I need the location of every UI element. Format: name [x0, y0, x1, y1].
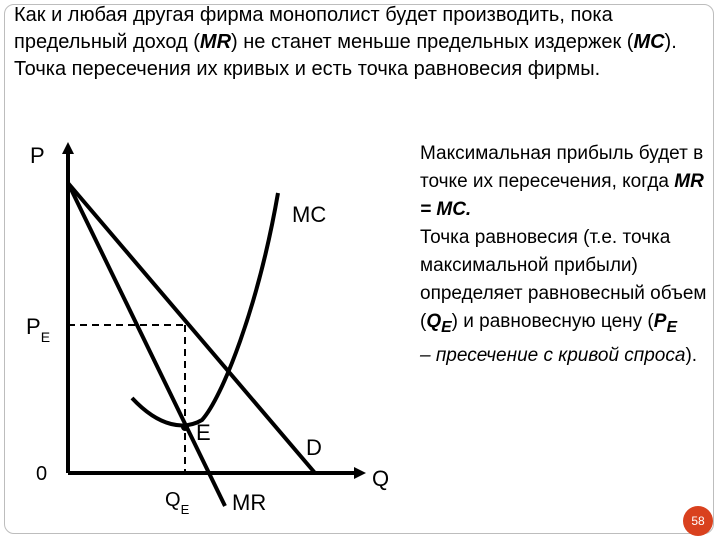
y-axis-label: P	[30, 143, 45, 168]
side-text	[420, 140, 710, 370]
mr-curve	[68, 183, 225, 506]
e-label: E	[196, 420, 211, 445]
origin-label: 0	[36, 463, 48, 485]
intro-part2: ) не станет меньше предельных издержек (	[231, 31, 634, 53]
x-axis-label: Q	[372, 466, 390, 491]
mr-label: MR	[232, 490, 267, 515]
pe-label: $P_E$	[26, 314, 51, 345]
d-label: D	[306, 435, 322, 460]
monopoly-diagram	[0, 128, 420, 528]
side-line1: Максимальная прибыль будет в точке их пересечения, когда	[420, 143, 704, 192]
side-eq: MR = MC.	[420, 171, 704, 220]
side-line5: ).	[685, 344, 698, 366]
demand-curve	[68, 183, 315, 473]
side-pe: $P_E$	[653, 311, 678, 336]
side-line4: – пресечение с кривой спроса	[420, 344, 686, 366]
equilibrium-point	[181, 423, 189, 431]
side-line2: Точка равновесия (т.е. точка максимальной прибыли) определяет равновесный объем (	[420, 227, 707, 332]
side-line3: ) и равновесную цену (	[451, 311, 654, 332]
page-number-badge: 58	[683, 506, 713, 536]
side-qe: $Q_E$	[426, 311, 452, 336]
intro-part3: ). Точка пересечения их кривых и есть точка равновесия фирмы.	[14, 31, 677, 80]
intro-part1: Как и любая другая фирма монополист будет производить, пока предельный доход (	[14, 4, 613, 53]
intro-mr: MR	[199, 31, 232, 53]
intro-mc: MC	[633, 31, 665, 53]
mc-curve	[132, 193, 278, 425]
intro-text	[14, 2, 704, 83]
qe-label: $Q_E$	[165, 489, 190, 517]
mc-label: MC	[292, 202, 327, 227]
